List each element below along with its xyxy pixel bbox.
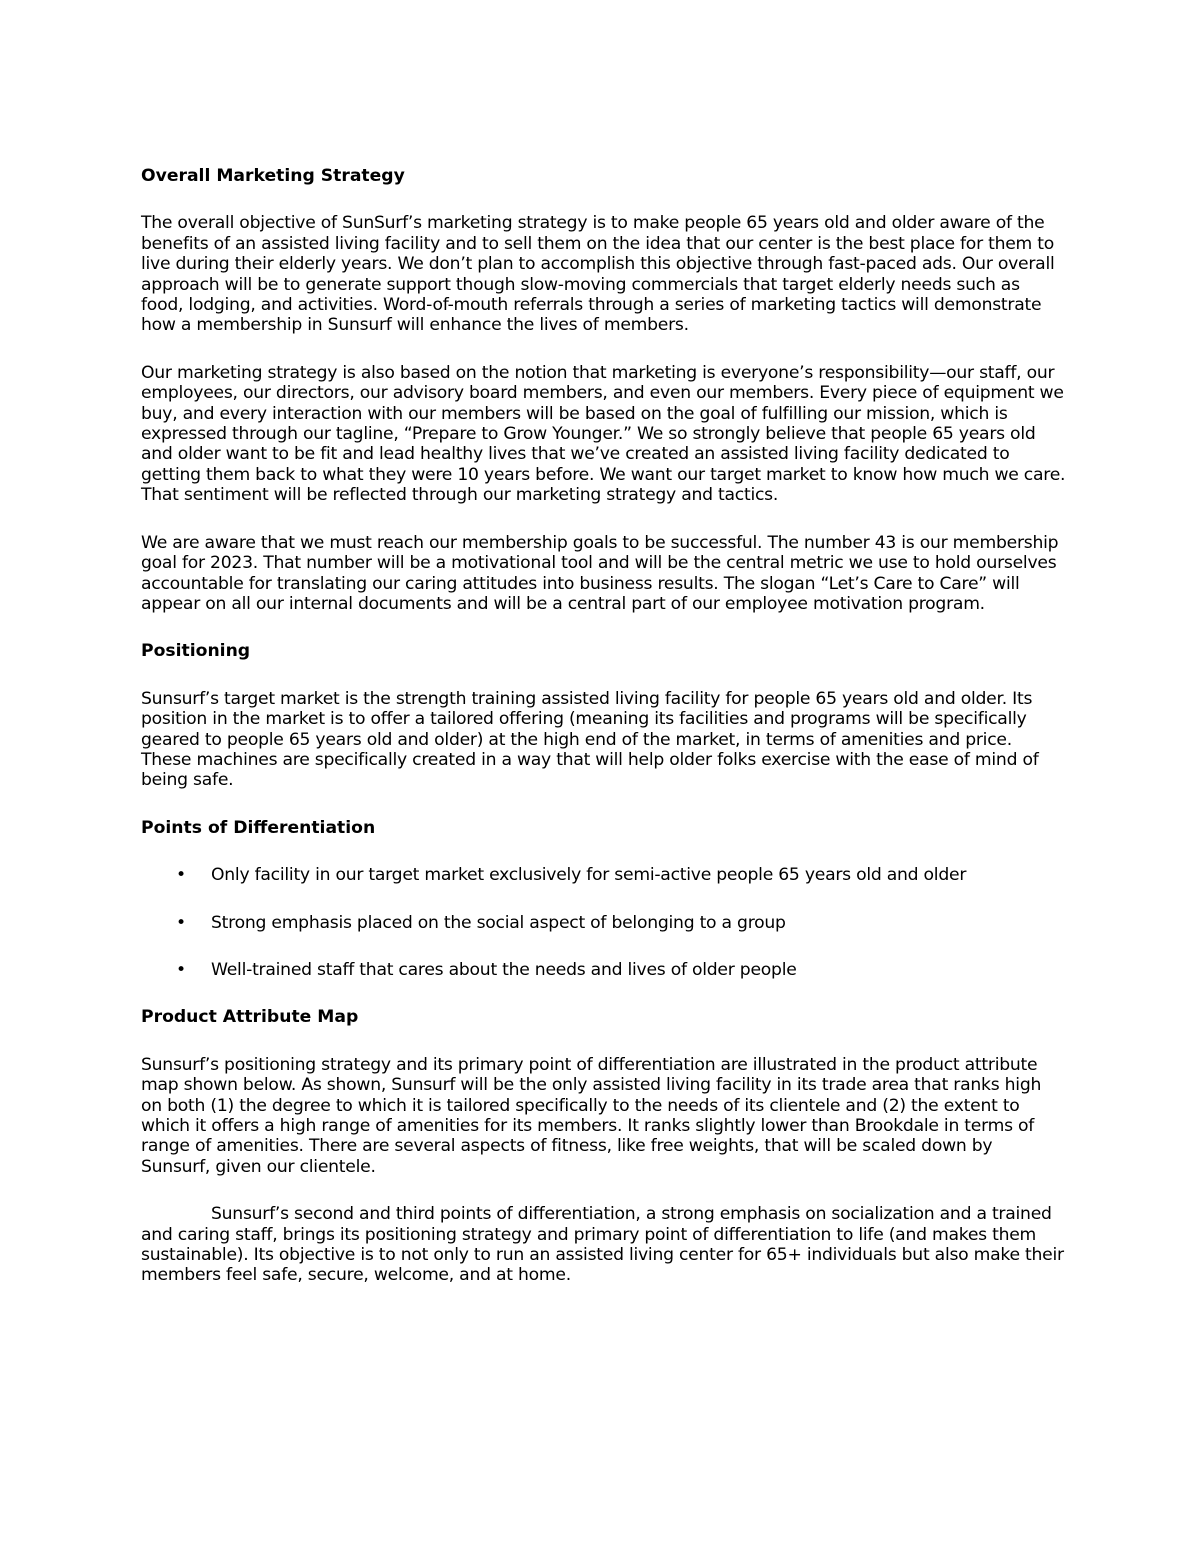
bullet-icon: •	[176, 912, 186, 933]
section-heading-positioning: Positioning	[141, 641, 251, 662]
bullet-icon: •	[176, 959, 186, 980]
list-item	[141, 865, 1066, 885]
paragraph-second-third-points: Sunsurf’s second and third points of differentiation, a strong emphasis on socialization and a trained and caring staff, brings its positioning strategy and primary point of differentiation to life (and makes them sustainable). Its objective is to not only to run an assisted living center for 65+ individuals but also make their members feel safe, secure, welcome, and at home.	[141, 1204, 1064, 1286]
list-item-text: Well-trained staff that cares about the needs and lives of older people	[211, 959, 797, 980]
section-heading-product-attribute-map: Product Attribute Map	[141, 1007, 359, 1028]
bullet-icon: •	[176, 865, 186, 886]
paragraph-positioning: Sunsurf’s target market is the strength training assisted living facility for people 65 years old and older. Its position in the market is to offer a tailored offering (meaning its facilities and programs will be specifically geared to people 65 years old and older) at the high end of the market, in terms of amenities and price. These machines are specifically created in a way that will help older folks exercise with the ease of mind of being safe.	[141, 688, 1039, 791]
document-page	[141, 166, 1066, 1313]
list-item	[141, 913, 1066, 933]
list-item-text: Strong emphasis placed on the social aspect of belonging to a group	[211, 912, 786, 933]
differentiation-list	[141, 865, 1066, 980]
paragraph-membership-goals: We are aware that we must reach our membership goals to be successful. The number 43 is our membership goal for 2023. That number will be a motivational tool and will be the central metric we use to hold ourselves accountable for translating our caring attitudes into business results. The slogan “Let’s Care to Care” will appear on all our internal documents and will be a central part of our employee motivation program.	[141, 532, 1059, 614]
list-item-text: Only facility in our target market exclusively for semi-active people 65 years old and older	[211, 865, 967, 886]
list-item	[141, 960, 1066, 980]
paragraph-attribute-map: Sunsurf’s positioning strategy and its primary point of differentiation are illustrated in the product attribute map shown below. As shown, Sunsurf will be the only assisted living facility in its trade area that ranks high on both (1) the degree to which it is tailored specifically to the needs of its clientele and (2) the extent to which it offers a high range of amenities for its members. It ranks slightly lower than Brookdale in terms of range of amenities. There are several aspects of fitness, like free weights, that will be scaled down by Sunsurf, given our clientele.	[141, 1054, 1042, 1177]
section-heading-overall-marketing-strategy: Overall Marketing Strategy	[141, 166, 405, 186]
paragraph-marketing-responsibility: Our marketing strategy is also based on the notion that marketing is everyone’s responsibility—our staff, our employees, our directors, our advisory board members, and even our members. Every piece of equipment we buy, and every interaction with our members will be based on the goal of fulfilling our mission, which is expressed through our tagline, “Prepare to Grow Younger.” We so strongly believe that people 65 years old and older want to be fit and lead healthy lives that we’ve created an assisted living facility dedicated to getting them back to what they were 10 years before. We want our target market to know how much we care. That sentiment will be reflected through our marketing strategy and tactics.	[141, 362, 1066, 506]
section-heading-points-of-differentiation: Points of Differentiation	[141, 817, 376, 838]
paragraph-overall-objective: The overall objective of SunSurf’s marketing strategy is to make people 65 years old and older aware of the benefits of an assisted living facility and to sell them on the idea that our center is the best place for them to live during their elderly years. We don’t plan to accomplish this objective through fast-paced ads. Our overall approach will be to generate support though slow-moving commercials that target elderly needs such as food, lodging, and activities. Word-of-mouth referrals through a series of marketing tactics will demonstrate how a membership in Sunsurf will enhance the lives of members.	[141, 213, 1055, 336]
